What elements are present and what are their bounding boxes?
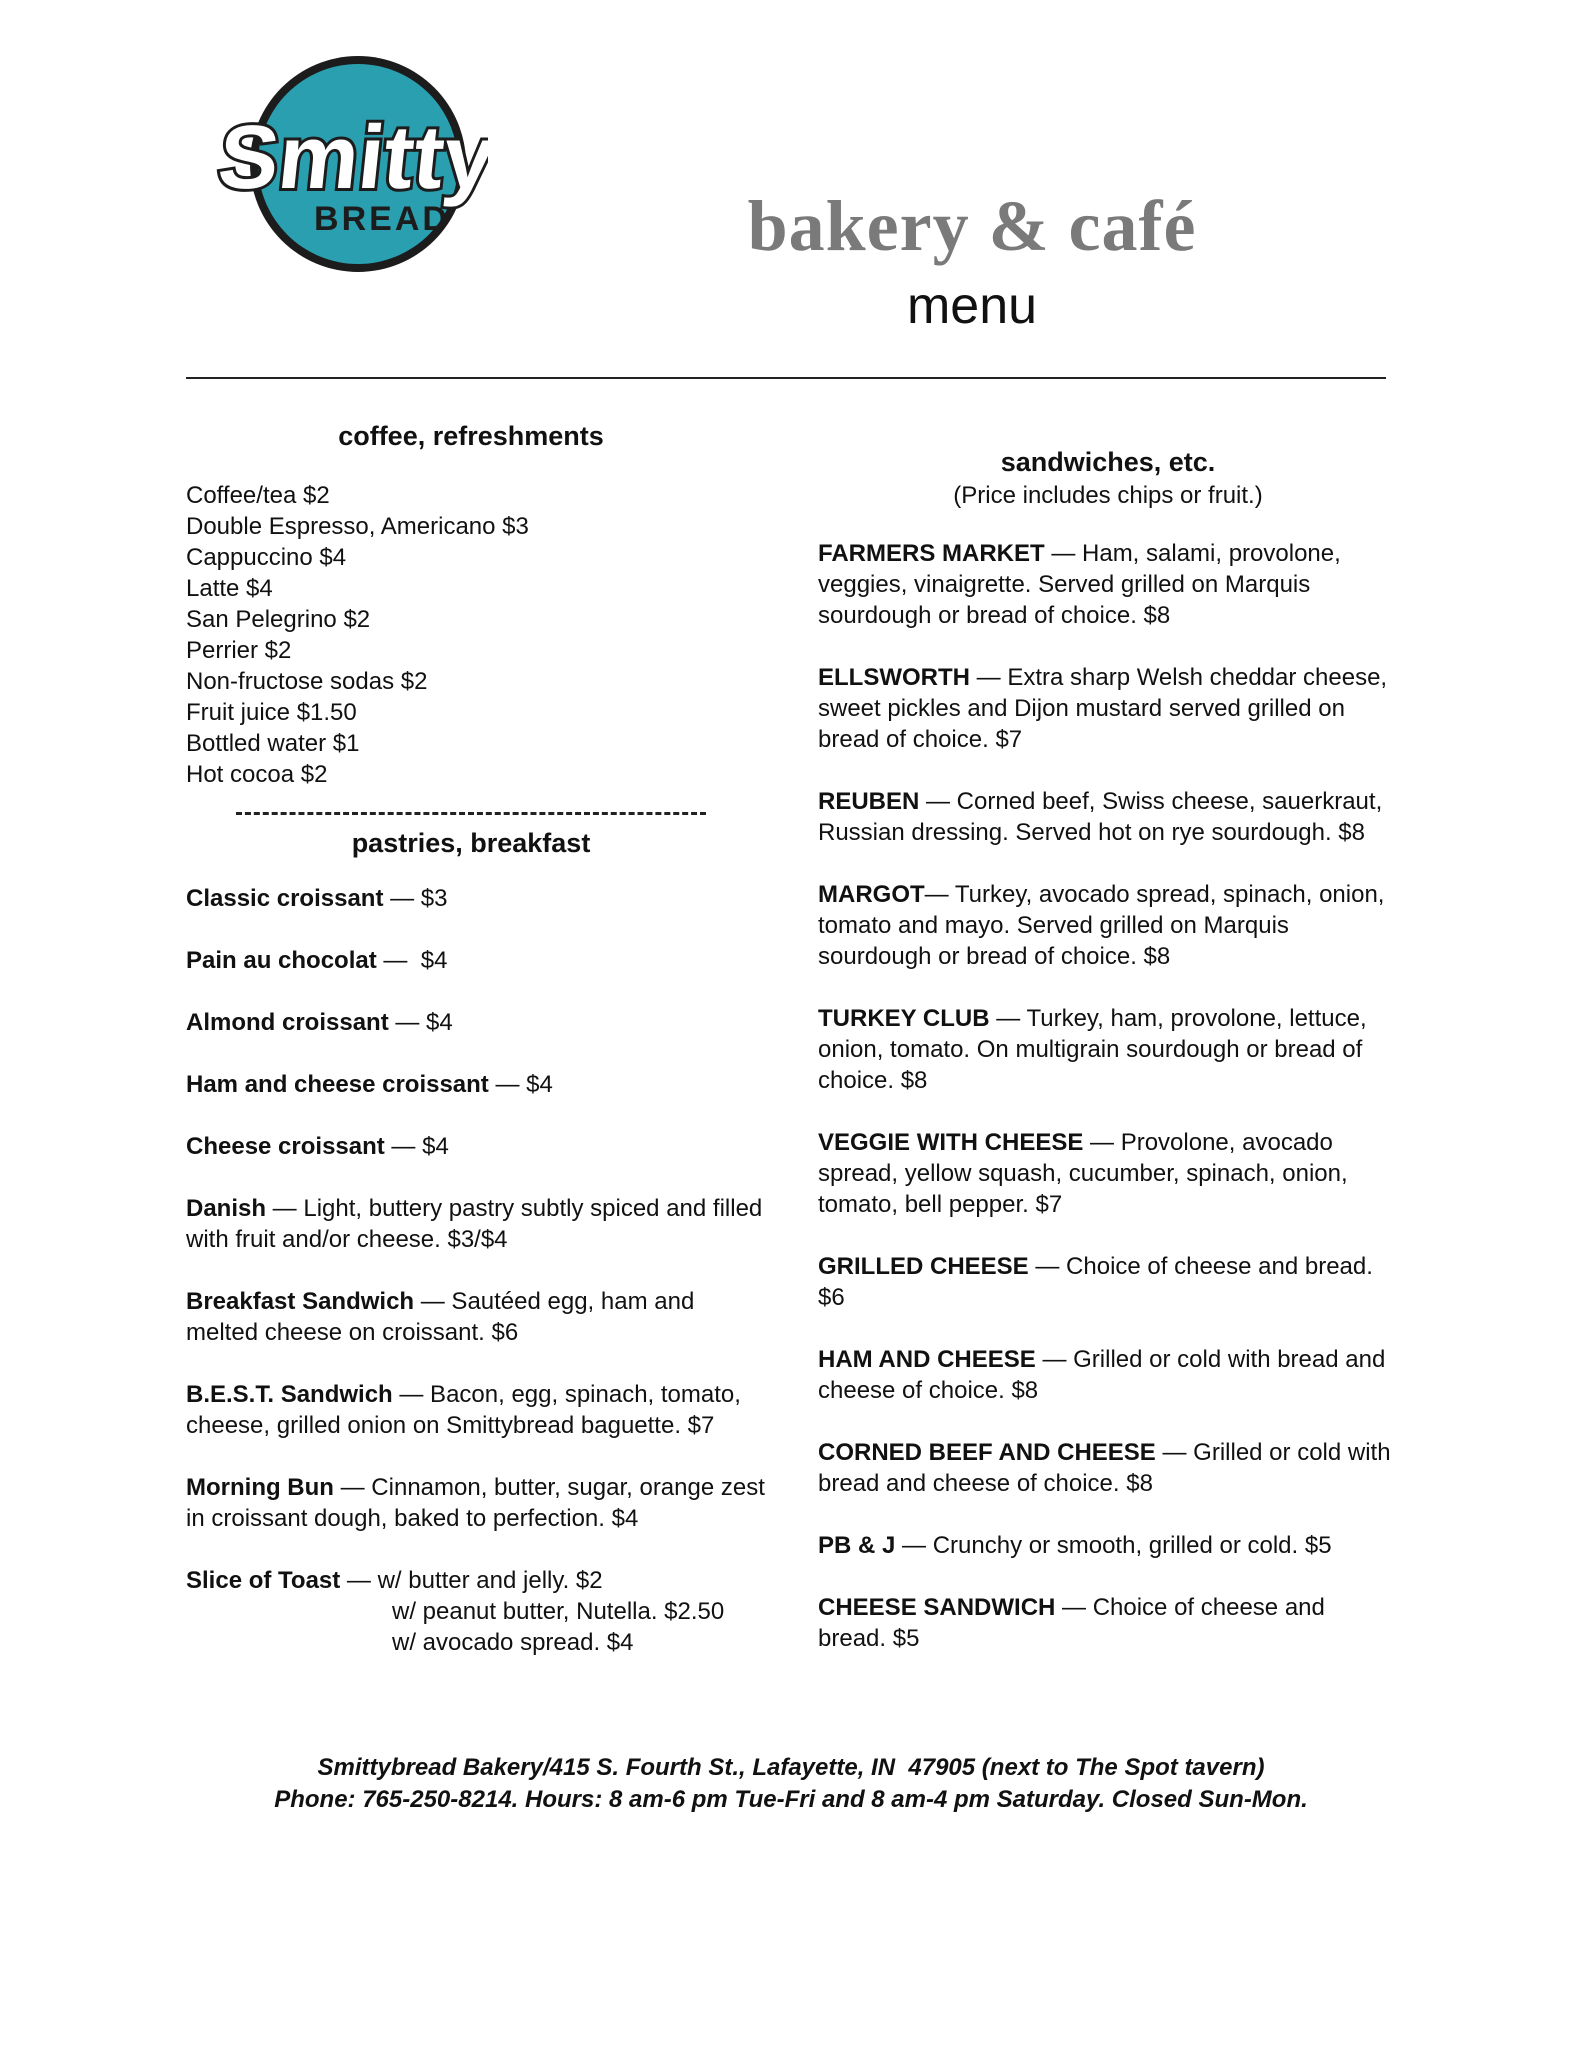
coffee-item: Bottled water $1	[186, 730, 360, 757]
item-name: Cheese croissant	[186, 1133, 385, 1160]
toast-option: w/ avocado spread. $4	[392, 1629, 634, 1656]
item-desc: — Ham, salami, provolone, veggies, vinaigrette. Served grilled on Marquis sourdough or bread of choice. $8	[818, 540, 1341, 629]
item-desc: — Sautéed egg, ham and melted cheese on croissant. $6	[186, 1288, 695, 1346]
coffee-list	[186, 480, 766, 790]
coffee-item: Perrier $2	[186, 637, 292, 664]
item-desc: — $4	[384, 1133, 449, 1160]
item-desc: — Provolone, avocado spread, yellow squash, cucumber, spinach, onion, tomato, bell pepper. $7	[818, 1129, 1348, 1218]
item-desc: — Turkey, avocado spread, spinach, onion, tomato and mayo. Served grilled on Marquis sourdough or bread of choice. $8	[818, 881, 1385, 970]
sandwich-item	[818, 1592, 1398, 1654]
footer-contact-hours: Phone: 765-250-8214. Hours: 8 am-6 pm Tue-Fri and 8 am-4 pm Saturday. Closed Sun-Mon.	[274, 1786, 1308, 1813]
left-column	[186, 418, 766, 1689]
item-name: CHEESE SANDWICH	[818, 1594, 1056, 1621]
sandwich-item	[818, 1251, 1398, 1313]
pastry-item	[186, 945, 766, 976]
pastry-item	[186, 883, 766, 914]
header-divider	[186, 377, 1386, 379]
coffee-item: Coffee/tea $2	[186, 482, 330, 509]
pastry-item	[186, 1286, 766, 1348]
item-name: REUBEN	[818, 788, 920, 815]
pastry-item	[186, 1379, 766, 1441]
item-name: Danish	[186, 1195, 267, 1222]
sandwich-item	[818, 879, 1398, 972]
item-desc: — Grilled or cold with bread and cheese of choice. $8	[818, 1346, 1386, 1404]
item-name: VEGGIE WITH CHEESE	[818, 1129, 1084, 1156]
item-name: Classic croissant	[186, 885, 384, 912]
coffee-section-title: coffee, refreshments	[338, 421, 604, 451]
toast-first-line	[186, 1565, 766, 1596]
item-desc: — $4	[376, 947, 448, 974]
item-desc: — Corned beef, Swiss cheese, sauerkraut, Russian dressing. Served hot on rye sourdough. $8	[818, 788, 1383, 846]
item-name: CORNED BEEF AND CHEESE	[818, 1439, 1156, 1466]
logo-text-smitty: Smitty	[213, 107, 488, 208]
sandwiches-section-title: sandwiches, etc.	[1000, 447, 1216, 477]
right-column	[818, 444, 1398, 1685]
item-name: Slice of Toast	[186, 1567, 341, 1594]
item-name: MARGOT	[818, 881, 925, 908]
item-desc: — $3	[383, 885, 448, 912]
item-name: TURKEY CLUB	[818, 1005, 990, 1032]
header-menu-word: menu	[906, 277, 1038, 335]
coffee-item: Hot cocoa $2	[186, 761, 328, 788]
sandwiches-note: (Price includes chips or fruit.)	[953, 482, 1263, 509]
sandwich-item	[818, 786, 1398, 848]
sandwich-item	[818, 662, 1398, 755]
item-desc: — Light, buttery pastry subtly spiced and filled with fruit and/or cheese. $3/$4	[186, 1195, 763, 1253]
coffee-item: San Pelegrino $2	[186, 606, 371, 633]
item-desc: — Choice of cheese and bread. $5	[818, 1594, 1325, 1652]
item-desc: — Crunchy or smooth, grilled or cold. $5	[895, 1532, 1332, 1559]
item-name: Pain au chocolat	[186, 947, 377, 974]
item-name: PB & J	[818, 1532, 896, 1559]
sandwich-item	[818, 538, 1398, 631]
item-name: Ham and cheese croissant	[186, 1071, 489, 1098]
pastry-item	[186, 1007, 766, 1038]
pastry-item	[186, 1131, 766, 1162]
item-desc: — Turkey, ham, provolone, lettuce, onion, tomato. On multigrain sourdough or bread of choice. $8	[818, 1005, 1367, 1094]
logo-text-bread: BREAD	[314, 200, 450, 238]
sandwich-list	[818, 538, 1398, 1654]
coffee-item: Non-fructose sodas $2	[186, 668, 428, 695]
pastry-list	[186, 883, 766, 1658]
item-desc: — $4	[488, 1071, 553, 1098]
item-desc: — Bacon, egg, spinach, tomato, cheese, grilled onion on Smittybread baguette. $7	[186, 1381, 741, 1439]
footer	[0, 1752, 1582, 1816]
sandwich-item	[818, 1530, 1398, 1561]
sandwich-item	[818, 1127, 1398, 1220]
item-desc: — w/ butter and jelly. $2	[340, 1567, 603, 1594]
toast-item	[186, 1565, 766, 1658]
sandwich-item	[818, 1003, 1398, 1096]
item-desc: — Cinnamon, butter, sugar, orange zest in croissant dough, baked to perfection. $4	[186, 1474, 765, 1532]
item-name: FARMERS MARKET	[818, 540, 1045, 567]
item-desc: — $4	[388, 1009, 453, 1036]
item-name: Almond croissant	[186, 1009, 389, 1036]
pastry-item	[186, 1472, 766, 1534]
coffee-item: Latte $4	[186, 575, 273, 602]
coffee-item: Fruit juice $1.50	[186, 699, 357, 726]
logo-graphic	[212, 48, 488, 274]
item-name: ELLSWORTH	[818, 664, 970, 691]
sandwich-item	[818, 1437, 1398, 1499]
pastries-section-title: pastries, breakfast	[351, 828, 591, 858]
item-name: Morning Bun	[186, 1474, 334, 1501]
item-name: Breakfast Sandwich	[186, 1288, 415, 1315]
coffee-item: Double Espresso, Americano $3	[186, 513, 529, 540]
item-desc: — Extra sharp Welsh cheddar cheese, sweet pickles and Dijon mustard served grilled on bread of choice. $7	[818, 664, 1388, 753]
smitty-bread-logo	[212, 48, 488, 274]
toast-option: w/ peanut butter, Nutella. $2.50	[392, 1598, 725, 1625]
item-name: GRILLED CHEESE	[818, 1253, 1029, 1280]
item-desc: — Grilled or cold with bread and cheese of choice. $8	[818, 1439, 1391, 1497]
header-subtitle: bakery & café	[747, 186, 1197, 266]
pastry-item	[186, 1069, 766, 1100]
item-desc: — Choice of cheese and bread. $6	[818, 1253, 1373, 1311]
item-name: HAM AND CHEESE	[818, 1346, 1036, 1373]
pastry-item	[186, 1193, 766, 1255]
footer-address: Smittybread Bakery/415 S. Fourth St., Lafayette, IN 47905 (next to The Spot tavern)	[317, 1754, 1265, 1781]
item-name: B.E.S.T. Sandwich	[186, 1381, 393, 1408]
section-dashed-divider	[236, 812, 706, 815]
sandwich-item	[818, 1344, 1398, 1406]
coffee-item: Cappuccino $4	[186, 544, 347, 571]
